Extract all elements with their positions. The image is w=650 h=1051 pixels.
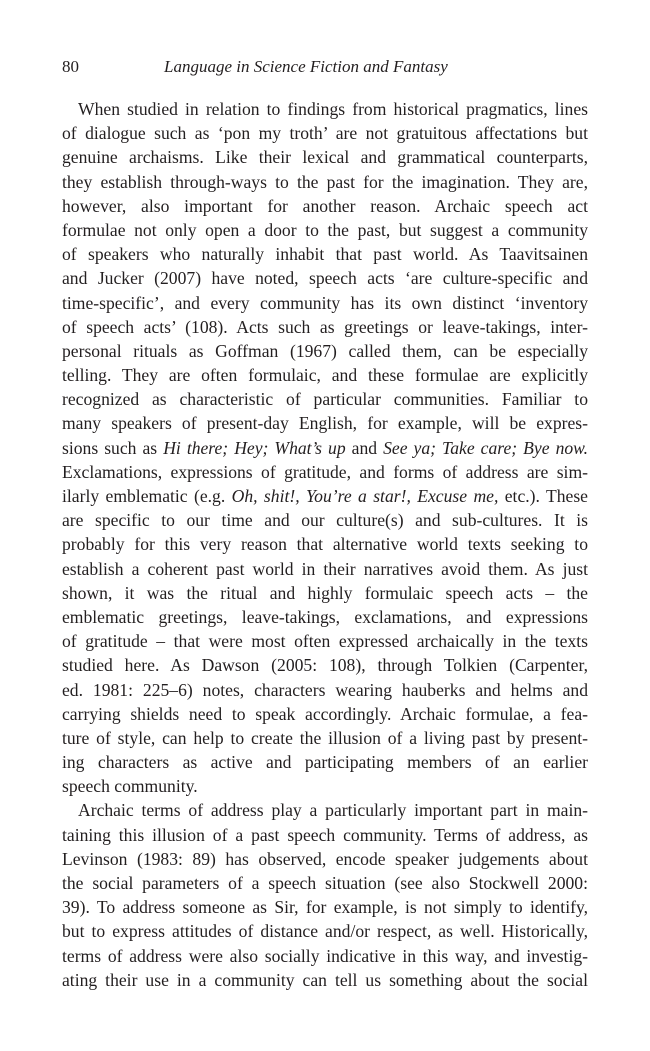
running-head: Language in Science Fiction and Fantasy [164, 57, 448, 76]
text-line: When studied in relation to findings from historical pragmatics, lines [78, 99, 588, 119]
text-segment: and [345, 437, 384, 458]
text-line: Archaic terms of address play a particularly important part in main- [78, 800, 588, 821]
text-line: ating their use in a community can tell us something about the social [62, 969, 588, 990]
example-phrases: See ya; Take care; Bye now. [383, 437, 588, 458]
text-line-with-examples [62, 436, 588, 460]
example-phrases: Oh, shit!, You’re a star!, Excuse me, [231, 486, 499, 506]
text-line: ed. 1981: 225–6) notes, characters wearing hauberks and helms and [62, 679, 588, 700]
text-line-with-examples [62, 484, 588, 508]
text-line: ture of style, can help to create the illusion of a living past by present- [62, 727, 588, 748]
text-line: however, also important for another reason. Archaic speech act [62, 195, 588, 216]
text-line: emblematic greetings, leave-takings, exclamations, and expressions [62, 606, 588, 627]
body-text [62, 97, 588, 992]
text-line: many speakers of present-day English, for example, will be expres- [62, 413, 588, 434]
paragraph-2 [62, 798, 588, 992]
text-line: 39). To address someone as Sir, for example, is not simply to identify, [62, 897, 588, 918]
text-line: of speech acts’ (108). Acts such as greetings or leave-takings, inter- [62, 316, 588, 337]
text-line: they establish through-ways to the past for the imagination. They are, [62, 171, 588, 192]
text-line: probably for this very reason that alternative world texts seeking to [62, 534, 588, 555]
text-line: establish a coherent past world in their narratives avoid them. As just [62, 558, 588, 579]
text-line: of dialogue such as ‘pon my troth’ are not gratuitous affectations but [62, 123, 588, 144]
text-line: terms of address were also socially indicative in this way, and investig- [62, 945, 588, 966]
text-line: speech community. [62, 776, 198, 797]
text-line: are specific to our time and our culture(s) and sub-cultures. It is [62, 510, 588, 531]
text-line: time-specific’, and every community has its own distinct ‘inventory [62, 292, 588, 313]
text-line: ing characters as active and participating members of an earlier [62, 752, 588, 773]
text-line: carrying shields need to speak accordingly. Archaic formulae, a fea- [62, 703, 588, 724]
page-number: 80 [62, 57, 79, 76]
text-line: of speakers who naturally inhabit that past world. As Taavitsainen [62, 244, 588, 265]
text-segment: sions such as [62, 437, 164, 458]
text-line: recognized as characteristic of particular communities. Familiar to [62, 389, 588, 410]
text-line: shown, it was the ritual and highly formulaic speech acts – the [62, 582, 588, 603]
text-line: but to express attitudes of distance and/or respect, as well. Historically, [62, 921, 588, 942]
text-line: the social parameters of a speech situation (see also Stockwell 2000: [62, 873, 588, 893]
text-line: personal rituals as Goffman (1967) called them, can be especially [62, 340, 588, 361]
text-line: taining this illusion of a past speech community. Terms of address, as [62, 824, 588, 845]
paragraph-1 [62, 97, 588, 798]
page-header [62, 57, 588, 85]
text-line: of gratitude – that were most often expressed archaically in the texts [62, 631, 588, 652]
text-line: formulae not only open a door to the past, but suggest a community [62, 219, 588, 240]
text-segment: etc.). These [498, 486, 588, 506]
text-segment: ilarly emblematic (e.g. [62, 486, 232, 506]
text-line: Levinson (1983: 89) has observed, encode speaker judgements about [62, 848, 588, 869]
text-line: telling. They are often formulaic, and these formulae are explicitly [62, 365, 588, 386]
text-line: genuine archaisms. Like their lexical and grammatical counterparts, [62, 147, 588, 168]
example-phrases: Hi there; Hey; What’s up [163, 437, 346, 458]
text-line: Exclamations, expressions of gratitude, and forms of address are sim- [62, 461, 588, 482]
text-line: and Jucker (2007) have noted, speech acts ‘are culture-specific and [62, 268, 588, 289]
text-line: studied here. As Dawson (2005: 108), through Tolkien (Carpenter, [62, 655, 588, 676]
